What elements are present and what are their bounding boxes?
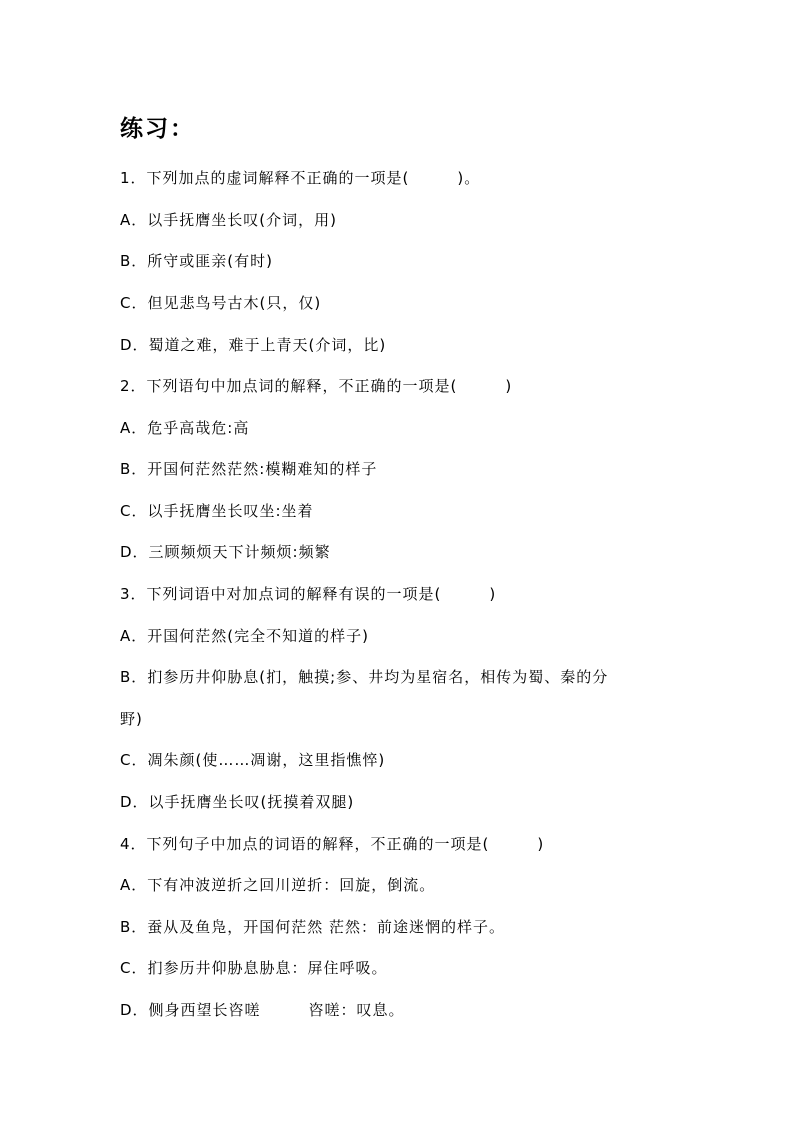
question-2-option-d: D．三顾频烦天下计频烦:频繁 xyxy=(120,543,331,561)
question-2-option-c: C．以手抚膺坐长叹坐:坐着 xyxy=(120,502,314,520)
question-3-stem: 3．下列词语中对加点词的解释有误的一项是( ) xyxy=(120,585,497,603)
question-4-option-c: C．扪参历井仰胁息胁息：屏住呼吸。 xyxy=(120,959,388,977)
question-3-option-d: D．以手抚膺坐长叹(抚摸着双腿) xyxy=(120,793,355,811)
question-1-option-b: B．所守或匪亲(有时) xyxy=(120,252,273,270)
question-3-option-b-continued: 野) xyxy=(120,710,143,728)
question-1-option-d: D．蜀道之难，难于上青天(介词，比) xyxy=(120,336,387,354)
question-1-stem: 1．下列加点的虚词解释不正确的一项是( )。 xyxy=(120,169,481,187)
question-1-option-a: A．以手抚膺坐长叹(介词，用) xyxy=(120,211,337,229)
question-4-option-b: B．蚕从及鱼凫，开国何茫然 茫然：前途迷惘的样子。 xyxy=(120,918,506,936)
question-4-stem: 4．下列句子中加点的词语的解释，不正确的一项是( ) xyxy=(120,835,545,853)
question-4-option-a: A．下有冲波逆折之回川逆折：回旋，倒流。 xyxy=(120,876,436,894)
question-3-option-c: C．凋朱颜(使……凋谢，这里指憔悴) xyxy=(120,751,386,769)
question-4-option-d: D．侧身西望长咨嗟 咨嗟：叹息。 xyxy=(120,1001,405,1019)
question-1-option-c: C．但见悲鸟号古木(只，仅) xyxy=(120,294,322,312)
question-2-option-a: A．危乎高哉危:高 xyxy=(120,419,250,437)
question-2-stem: 2．下列语句中加点词的解释，不正确的一项是( ) xyxy=(120,377,513,395)
question-2-option-b: B．开国何茫然茫然:模糊难知的样子 xyxy=(120,460,378,478)
exercise-title: 练习： xyxy=(120,116,195,142)
question-3-option-a: A．开国何茫然(完全不知道的样子) xyxy=(120,627,369,645)
question-3-option-b: B．扪参历井仰胁息(扪，触摸;参、井均为星宿名，相传为蜀、秦的分 xyxy=(120,668,609,686)
